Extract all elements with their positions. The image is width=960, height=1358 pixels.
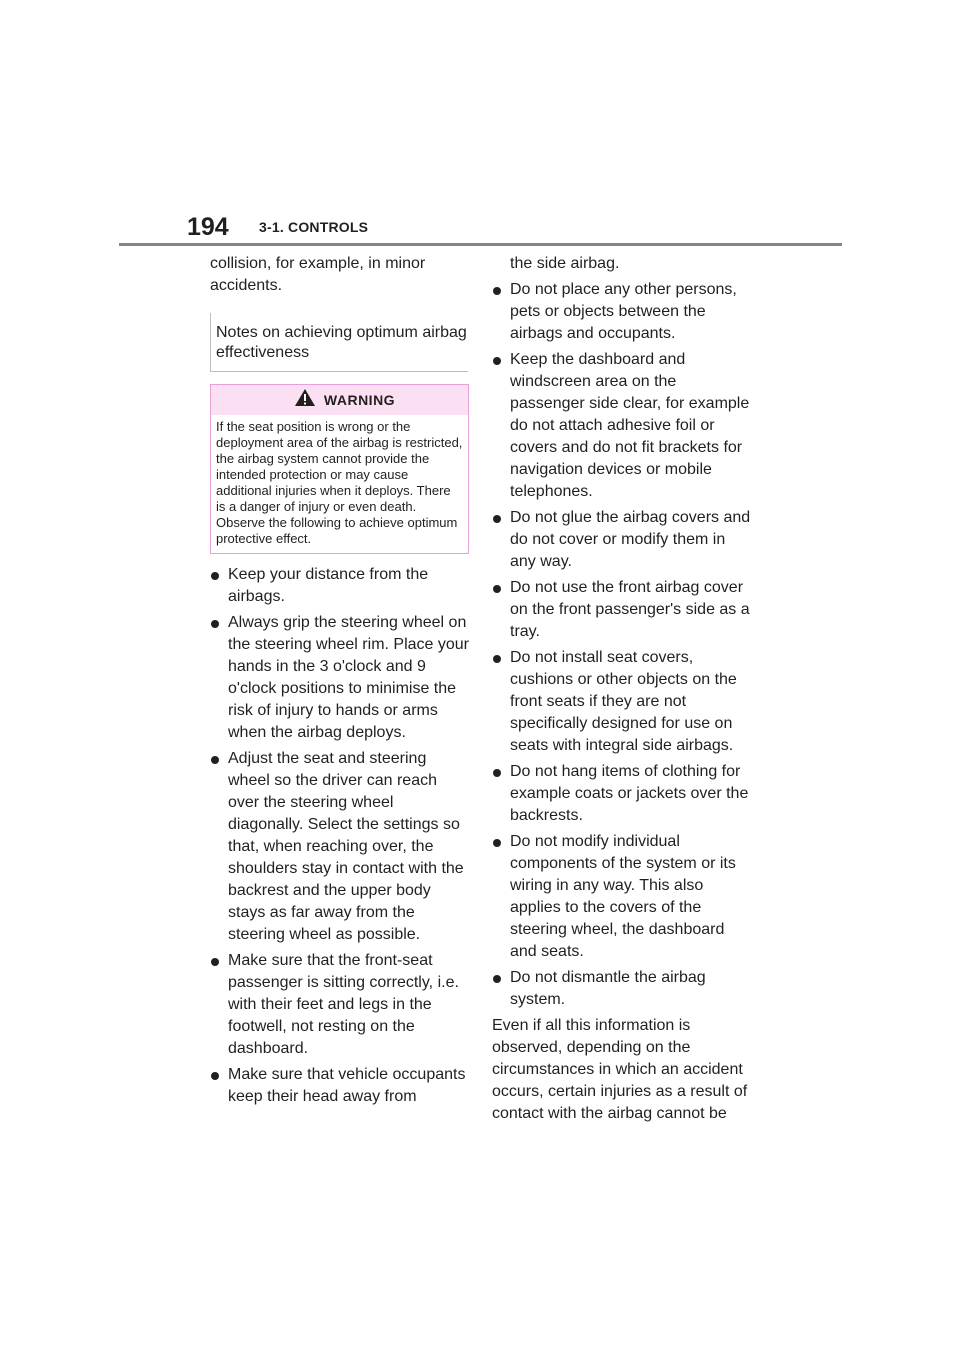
left-column: [210, 253, 472, 1112]
bullet-icon: [493, 357, 501, 365]
section-title: 3-1. CONTROLS: [259, 219, 369, 235]
bullet-icon: [211, 572, 219, 580]
list-item: Do not dismantle the airbag system.: [492, 967, 754, 1011]
list-item: Make sure that vehicle occupants keep their head away from: [210, 1064, 472, 1108]
list-item: Adjust the seat and steering wheel so the driver can reach over the steering wheel diagonally. Select the settings so that, when reaching over, the shoulders stay in contact with the backrest and the upper body stays as far away from the steering wheel as possible.: [210, 748, 472, 946]
bullet-icon: [493, 769, 501, 777]
bullet-icon: [493, 839, 501, 847]
list-item: Do not use the front airbag cover on the front passenger's side as a tray.: [492, 577, 754, 643]
list-item: Keep the dashboard and windscreen area on the passenger side clear, for example do not attach adhesive foil or covers and do not fit brackets for navigation devices or mobile telephones.: [492, 349, 754, 503]
bullet-icon: [493, 975, 501, 983]
warning-box: [210, 384, 469, 554]
warning-text: If the seat position is wrong or the deployment area of the airbag is restricted, the airbag system cannot provide the intended protection or may cause additional injuries when it deploys. There is a danger of injury or even death. Observe the following to achieve optimum protective effect.: [216, 419, 463, 546]
bullet-icon: [493, 515, 501, 523]
list-item: Do not glue the airbag covers and do not cover or modify them in any way.: [492, 507, 754, 573]
list-item: Do not install seat covers, cushions or other objects on the front seats if they are not specifically designed for use on seats with integral side airbags.: [492, 647, 754, 757]
list-item: Do not modify individual components of the system or its wiring in any way. This also applies to the covers of the steering wheel, the dashboard and seats.: [492, 831, 754, 963]
closing-paragraph: Even if all this information is observed, depending on the circumstances in which an accident occurs, certain injuries as a result of contact with the airbag cannot be: [492, 1017, 748, 1122]
bullet-icon: [211, 1072, 219, 1080]
page-number: 194: [187, 213, 229, 241]
list-item: Do not hang items of clothing for example coats or jackets over the backrests.: [492, 761, 754, 827]
header-divider: [119, 243, 842, 246]
warning-title: WARNING: [323, 392, 396, 408]
intro-paragraph: collision, for example, in minor accidents.: [210, 255, 426, 294]
bullet-icon: [211, 958, 219, 966]
bullet-icon: [211, 620, 219, 628]
list-item: Do not place any other persons, pets or objects between the airbags and occupants.: [492, 279, 754, 345]
right-bullet-list: [492, 279, 754, 1011]
left-bullet-list: [210, 564, 472, 1108]
bullet-icon: [493, 655, 501, 663]
warning-header: [211, 385, 468, 415]
continuation-text: the side airbag.: [510, 255, 620, 272]
bullet-icon: [493, 287, 501, 295]
section-subheading: Notes on achieving optimum airbag effectiveness: [210, 313, 468, 372]
right-column: [492, 253, 754, 1125]
warning-triangle-icon: [294, 388, 316, 413]
bullet-icon: [211, 756, 219, 764]
bullet-icon: [493, 585, 501, 593]
list-item: Always grip the steering wheel on the steering wheel rim. Place your hands in the 3 o'clock and 9 o'clock positions to minimise the risk of injury to hands or arms when the airbag deploys.: [210, 612, 472, 744]
list-item: Make sure that the front-seat passenger is sitting correctly, i.e. with their feet and legs in the footwell, not resting on the dashboard.: [210, 950, 472, 1060]
list-item: Keep your distance from the airbags.: [210, 564, 472, 608]
